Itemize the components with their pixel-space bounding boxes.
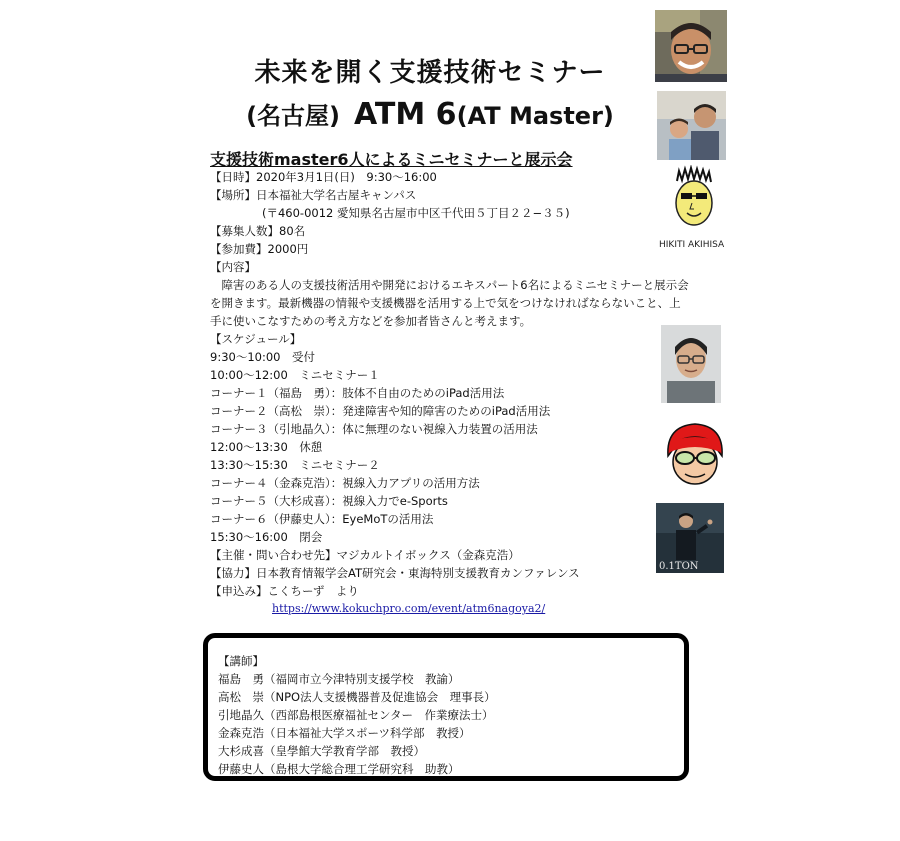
lecturers-box xyxy=(203,633,689,781)
lecturer-item: 大杉成喜（皇學館大学教育学部 教授） xyxy=(218,744,425,758)
content-label: 【内容】 xyxy=(210,260,256,274)
lecturer-item: 金森克浩（日本福祉大学スポーツ科学部 教授） xyxy=(218,726,471,740)
datetime: 【日時】2020年3月1日(日) 9:30〜16:00 xyxy=(210,170,437,184)
photo-kanamori xyxy=(661,325,721,403)
photo-fukushima xyxy=(655,10,727,82)
title-at-master: (AT Master) xyxy=(456,102,614,130)
title-location: (名古屋) xyxy=(246,102,341,130)
schedule-item: コーナー６（伊藤史人）：EyeMoTの活用法 xyxy=(210,512,434,526)
schedule-item: 12:00〜13:30 休憩 xyxy=(210,440,323,454)
photo-ito xyxy=(656,503,724,573)
lecturer-item: 福島 勇（福岡市立今津特別支援学校 教諭） xyxy=(218,672,460,686)
hikichi-signature: HIKITI AKIHISA xyxy=(659,240,725,250)
capacity: 【募集人数】80名 xyxy=(210,224,306,238)
application: 【申込み】こくちーず より xyxy=(210,584,359,598)
subtitle: 支援技術master6人によるミニセミナーと展示会 xyxy=(210,150,573,169)
schedule-item: コーナー５（大杉成喜）：視線入力でe-Sports xyxy=(210,494,448,508)
schedule-item: コーナー２（高松 崇）：発達障害や知的障害のためのiPad活用法 xyxy=(210,404,551,418)
cartoon-osugi xyxy=(660,418,730,490)
title-atm: ATM 6 xyxy=(354,97,457,132)
lecturer-item: 伊藤史人（島根大学総合理工学研究科 助教） xyxy=(218,762,460,776)
title-line-2 xyxy=(200,96,660,132)
content-text: 障害のある人の支援技術活用や開発におけるエキスパート6名によるミニセミナーと展示会を開きます。最新機器の情報や支援機器を活用する上で気をつけなければならないこと、上手に使いこなすための考え方などを参加者皆さんと考えます。 xyxy=(210,278,689,328)
fee: 【参加費】2000円 xyxy=(210,242,309,256)
schedule-item: 13:30〜15:30 ミニセミナー２ xyxy=(210,458,380,472)
place: 【場所】日本福祉大学名古屋キャンパス xyxy=(210,188,417,202)
schedule-item: コーナー４（金森克浩）：視線入力アプリの活用方法 xyxy=(210,476,480,490)
schedule-item: コーナー３（引地晶久）：体に無理のない視線入力装置の活用法 xyxy=(210,422,538,436)
ito-caption: 0.1TON xyxy=(659,561,699,572)
schedule-list xyxy=(210,348,692,546)
photo-takamatsu xyxy=(657,91,726,160)
schedule-label: 【スケジュール】 xyxy=(210,332,302,346)
title-line-1: 未来を開く支援技術セミナー xyxy=(254,58,606,88)
lecturers-heading: 【講師】 xyxy=(218,654,264,668)
lecturer-item: 高松 崇（NPO法人支援機器普及促進協会 理事長） xyxy=(218,690,496,704)
schedule-item: 15:30〜16:00 閉会 xyxy=(210,530,323,544)
address: (〒460-0012 愛知県名古屋市中区千代田５丁目２２−３５) xyxy=(262,206,570,220)
cooperation: 【協力】日本教育情報学会AT研究会・東海特別支援教育カンファレンス xyxy=(210,566,580,580)
schedule-item: 9:30〜10:00 受付 xyxy=(210,350,315,364)
schedule-item: コーナー１（福島 勇）：肢体不自由のためのiPad活用法 xyxy=(210,386,505,400)
schedule-item: 10:00〜12:00 ミニセミナー１ xyxy=(210,368,380,382)
cartoon-hikichi xyxy=(657,165,731,251)
organizer: 【主催・問い合わせ先】マジカルトイボックス（金森克浩） xyxy=(210,548,520,562)
registration-link[interactable]: https://www.kokuchpro.com/event/atm6nagoya2/ xyxy=(272,602,546,615)
event-details xyxy=(210,168,692,618)
lecturer-item: 引地晶久（西部島根医療福祉センター 作業療法士） xyxy=(218,708,494,722)
